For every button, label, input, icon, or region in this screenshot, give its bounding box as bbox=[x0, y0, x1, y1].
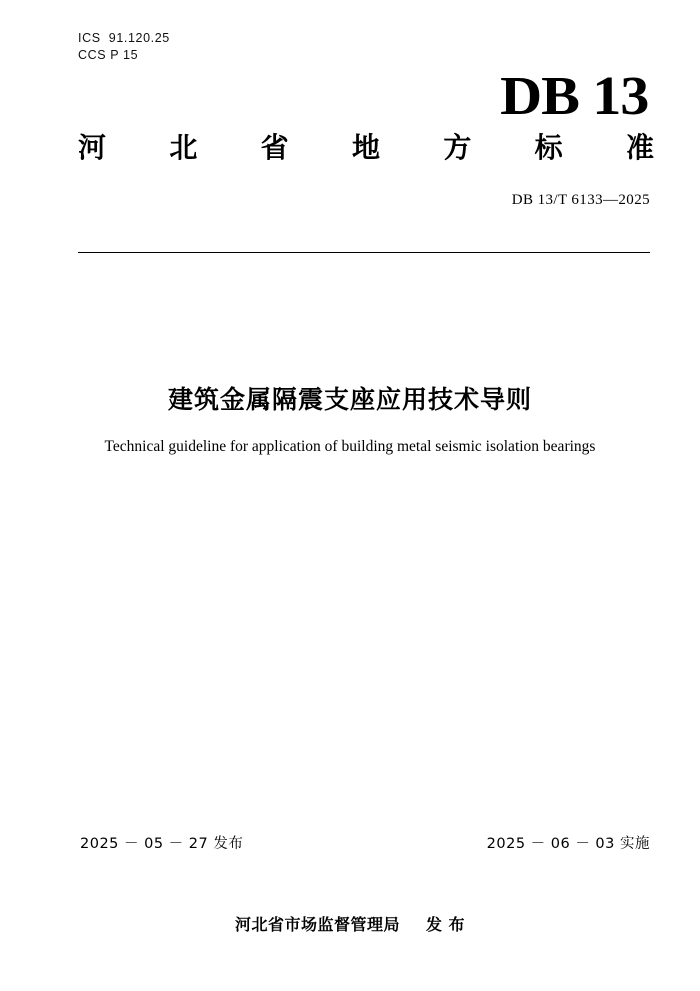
province-title-char: 标 bbox=[534, 131, 563, 164]
classification-codes bbox=[78, 30, 170, 64]
publisher-line bbox=[0, 912, 700, 935]
standard-number: DB 13/T 6133—2025 bbox=[511, 192, 650, 208]
province-title-char: 省 bbox=[260, 131, 289, 164]
effective-date: 2025 － 06 － 03 实施 bbox=[486, 836, 650, 852]
province-title-char: 准 bbox=[625, 131, 654, 164]
publisher-name: 河北省市场监督管理局 bbox=[234, 915, 400, 934]
ics-code: ICS 91.120.25 bbox=[78, 31, 170, 45]
province-title-char: 北 bbox=[169, 131, 198, 164]
document-title-cn: 建筑金属隔震支座应用技术导则 bbox=[167, 385, 532, 414]
province-title-char: 河 bbox=[78, 131, 107, 164]
publisher-action: 发 布 bbox=[425, 915, 466, 934]
db13-logo: DB 13 bbox=[499, 66, 648, 127]
header-divider bbox=[78, 252, 650, 253]
issue-date: 2025 － 05 － 27 发布 bbox=[80, 836, 244, 852]
ccs-code: CCS P 15 bbox=[78, 48, 139, 62]
document-title-en: Technical guideline for application of building metal seismic isolation bearings bbox=[104, 438, 596, 455]
province-standard-title bbox=[78, 133, 654, 164]
province-title-char: 地 bbox=[351, 131, 380, 164]
province-title-char: 方 bbox=[443, 131, 472, 164]
